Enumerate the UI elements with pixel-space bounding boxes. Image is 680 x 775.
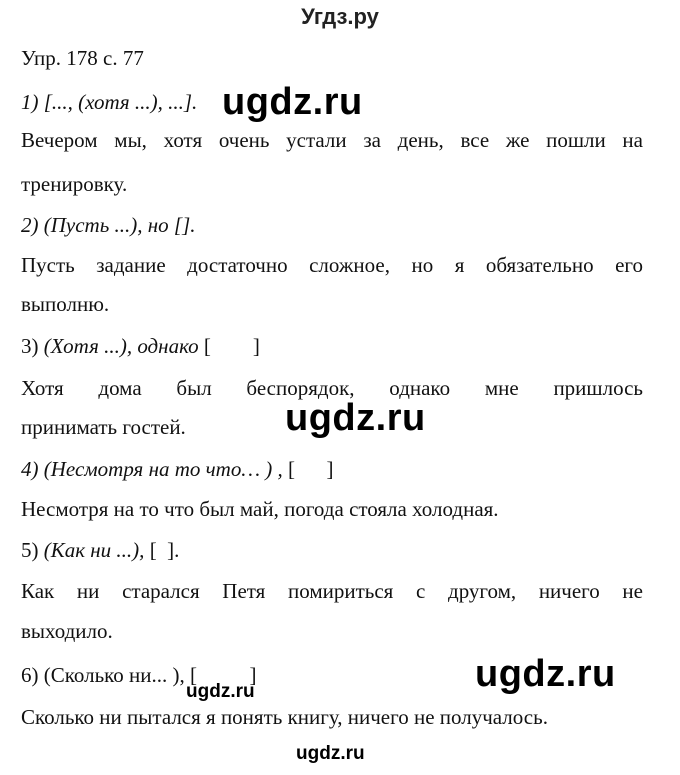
sentence-5-line-1: Как ни старался Петя помириться с другом, ничего не	[21, 579, 643, 603]
watermark: ugdz.ru	[222, 81, 363, 123]
scheme-3-number: 3)	[21, 334, 44, 358]
scheme-3-bracket: [ ]	[198, 334, 260, 358]
scheme-4-text: 4) (Несмотря на то что… ) ,	[21, 457, 283, 481]
sentence-3-line-1: Хотя дома был беспорядок, однако мне пришлось	[21, 376, 643, 400]
watermark: ugdz.ru	[296, 743, 365, 764]
sentence-2-line-1: Пусть задание достаточно сложное, но я обязательно его	[21, 253, 643, 277]
watermark: ugdz.ru	[475, 653, 616, 695]
scheme-5-bracket: [ ].	[144, 538, 180, 562]
sentence-6-line-1: Сколько ни пытался я понять книгу, ничего не получалось.	[21, 705, 548, 729]
sentence-2-line-2: выполню.	[21, 292, 110, 316]
sentence-1-line-1: Вечером мы, хотя очень устали за день, все же пошли на	[21, 128, 643, 152]
scheme-1	[21, 88, 197, 116]
watermark: ugdz.ru	[186, 681, 255, 702]
exercise-title: Упр. 178 с. 77	[21, 46, 144, 70]
scheme-4-bracket: [ ]	[282, 457, 334, 481]
scheme-3	[21, 332, 260, 360]
scheme-3-text: (Хотя ...), однако	[43, 334, 199, 358]
scheme-5-text: (Как ни ...),	[43, 538, 145, 562]
scheme-5	[21, 536, 179, 564]
scheme-6: 6) (Сколько ни... ), [ ]	[21, 663, 257, 687]
sentence-4-line-1: Несмотря на то что был май, погода стояла холодная.	[21, 497, 499, 521]
scheme-4	[21, 455, 334, 483]
sentence-5-line-2: выходило.	[21, 619, 113, 643]
sentence-1-line-2: тренировку.	[21, 172, 128, 196]
site-header-title: Угдз.ру	[301, 4, 379, 29]
scheme-1-text: 1) [..., (хотя ...), ...].	[21, 90, 198, 114]
scheme-2	[21, 211, 196, 239]
sentence-3-line-2: принимать гостей.	[21, 415, 186, 439]
scheme-2-text: 2) (Пусть ...), но [].	[21, 213, 196, 237]
scheme-5-number: 5)	[21, 538, 44, 562]
watermark: ugdz.ru	[285, 397, 426, 439]
